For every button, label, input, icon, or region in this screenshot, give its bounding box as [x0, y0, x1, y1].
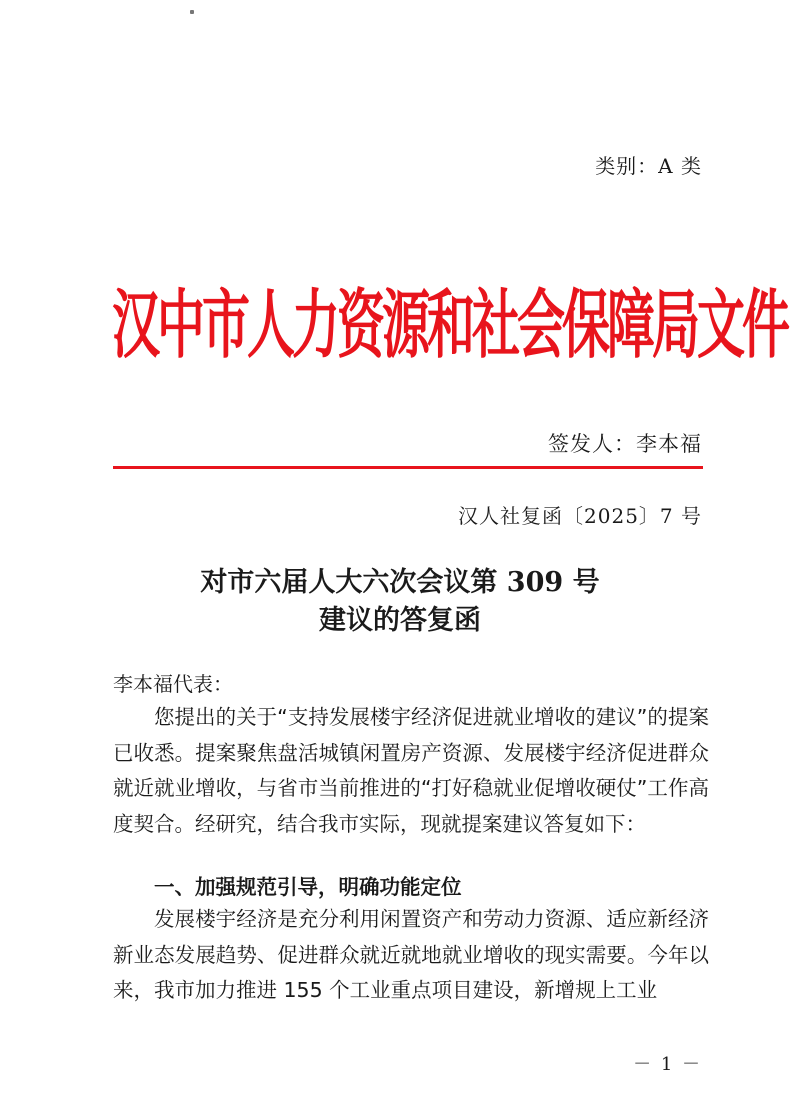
- document-number: 汉人社复函〔2025〕7 号: [458, 504, 702, 528]
- document-title-line-1: 对市六届人大六次会议第 309 号: [200, 567, 600, 598]
- section-heading-1: 一、加强规范引导，明确功能定位: [154, 875, 462, 899]
- signer-line: 签发人：李本福: [548, 432, 702, 456]
- red-divider-line: [113, 466, 703, 469]
- body-paragraph-1: 您提出的关于“支持发展楼宇经济促进就业增收的建议”的提案已收悉。提案聚焦盘活城镇闲置房产资源、发展楼宇经济促进群众就近就业增收，与省市当前推进的“打好稳就业促增收硬仗”工作高度契合。经研究，结合我市实际，现就提案建议答复如下：: [113, 705, 709, 836]
- scan-speck: [190, 10, 194, 14]
- red-header-title: 汉中市人力资源和社会保障局文件: [112, 282, 788, 369]
- page-number: － 1 －: [633, 1054, 702, 1075]
- body-paragraph-2: 发展楼宇经济是充分利用闲置资产和劳动力资源、适应新经济新业态发展趋势、促进群众就近就地就业增收的现实需要。今年以来，我市加力推进 155 个工业重点项目建设，新增规上工业: [113, 907, 709, 1002]
- salutation: 李本福代表：: [113, 672, 233, 696]
- category-label: 类别：A 类: [595, 154, 702, 178]
- document-title-line-2: 建议的答复函: [319, 605, 481, 636]
